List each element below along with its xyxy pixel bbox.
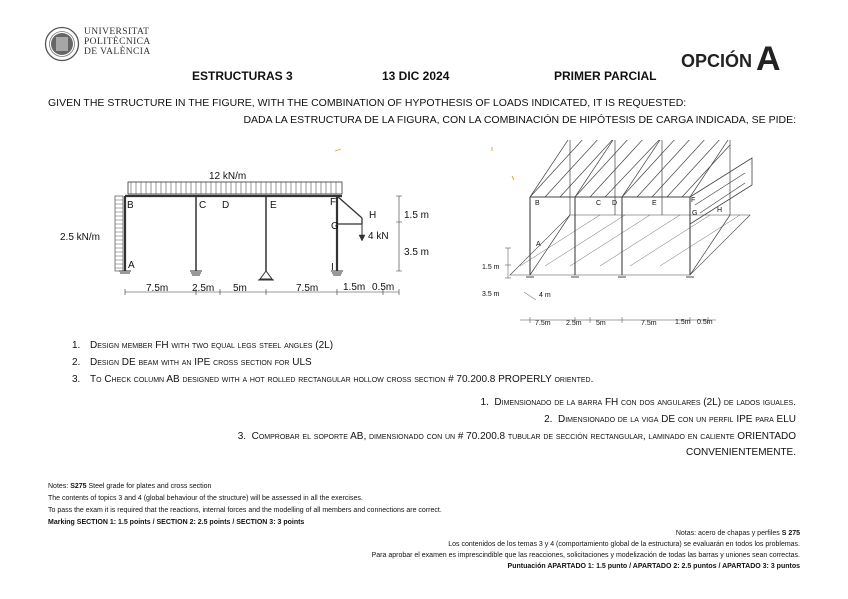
distributed-load-label: 12 kN/m	[209, 171, 247, 182]
span-label-3d: 1.5m	[675, 319, 691, 326]
university-seal-icon	[44, 26, 80, 62]
option-label: OPCIÓN A	[681, 40, 781, 78]
wind-load-band	[115, 196, 123, 271]
span-label: 0.5m	[372, 282, 395, 293]
node-g: G	[331, 221, 339, 232]
span-label-3d: 7.5m	[535, 320, 551, 327]
height-label-3d: 3.5 m	[482, 291, 500, 298]
node-c: C	[199, 200, 207, 211]
span-label: 7.5m	[296, 283, 319, 294]
node-d: D	[222, 200, 230, 211]
span-label-3d: 2.5m	[566, 320, 582, 327]
frame-3d-labels	[482, 197, 722, 327]
node-a: A	[128, 260, 135, 271]
point-load-label: 4 kN	[368, 231, 389, 242]
requirement-en-2: 2. Design DE beam with an IPE cross section for ULS	[72, 357, 312, 368]
subject-title: ESTRUCTURAS 3	[192, 69, 293, 83]
node-h: H	[369, 210, 377, 221]
intro-en: GIVEN THE STRUCTURE IN THE FIGURE, WITH THE COMBINATION OF HYPOTHESIS OF LOADS INDICATED, IT IS REQUESTED:	[48, 97, 687, 109]
span-label: 1.5m	[343, 282, 366, 293]
notes-es-line1: Notas: acero de chapas y perfiles S 275	[675, 530, 800, 537]
span-label: 7.5m	[146, 283, 169, 294]
span-label: 2.5m	[192, 283, 215, 294]
node-b: B	[127, 200, 134, 211]
marking-en: Marking SECTION 1: 1.5 points / SECTION 2: 2.5 points / SECTION 3: 3 points	[48, 519, 305, 526]
node-f-3d: F	[691, 197, 696, 204]
exam-date: 13 DIC 2024	[382, 69, 450, 83]
member-fh	[337, 196, 362, 218]
height-label-2: 3.5 m	[404, 247, 430, 258]
intro-es: DADA LA ESTRUCTURA DE LA FIGURA, CON LA COMBINACIÓN DE HIPÓTESIS DE CARGA INDICADA, SE PIDE:	[243, 114, 796, 126]
wind-load-label: 2.5 kN/m	[60, 232, 101, 243]
notes-en-line2: The contents of topics 3 and 4 (global behaviour of the structure) will be assessed in all the exercises.	[48, 495, 363, 502]
node-e: E	[270, 200, 277, 211]
node-f: F	[330, 197, 337, 208]
node-c-3d: C	[596, 200, 602, 207]
span-label-3d: 5m	[596, 320, 606, 327]
depth-label-3d: 4 m	[539, 292, 551, 299]
requirement-en-1: 1. Design member FH with two equal legs steel angles (2L)	[72, 340, 334, 351]
span-label: 5m	[233, 283, 247, 294]
university-name: UNIVERSITAT POLITÈCNICA DE VALÈNCIA	[84, 27, 151, 57]
distributed-load-band	[128, 182, 342, 194]
node-a-3d: A	[536, 241, 541, 248]
node-b-3d: B	[535, 200, 540, 207]
node-d-3d: D	[612, 200, 618, 207]
node-h-3d: H	[717, 207, 723, 214]
exam-title: PRIMER PARCIAL	[554, 69, 657, 83]
node-i: I	[331, 262, 334, 273]
height-label-1: 1.5 m	[404, 210, 430, 221]
requirement-es-1: 1. Dimensionado de la barra FH con dos angulares (2L) de lados iguales.	[480, 397, 796, 408]
node-e-3d: E	[652, 200, 657, 207]
notes-es-line3: Para aprobar el examen es imprescindible que las reacciones, solicitaciones y modelización de todas las barras y uniones sean correctas.	[371, 552, 800, 559]
requirement-es-3-cont: CONVENIENTEMENTE.	[685, 447, 796, 458]
requirement-es-3: 3. Comprobar el soporte AB, dimensionado con un # 70.200.8 tubular de sección rectangular, laminado en caliente ORIENTADO	[237, 431, 796, 442]
requirement-en-3: 3. To Check column AB designed with a hot rolled rectangular hollow cross section # 70.200.8 PROPERLY oriented.	[72, 374, 594, 385]
option-letter: A	[756, 40, 781, 78]
requirement-es-2: 2. Dimensionado de la viga DE con un perfil IPE para ELU	[544, 414, 796, 425]
node-g-3d: G	[692, 210, 698, 217]
notes-en-line3: To pass the exam it is required that the reactions, internal forces and the modelling of all members and connections are correct.	[48, 507, 442, 514]
notes-en-line1: Notes: S275 Steel grade for plates and cross section	[48, 483, 212, 490]
structure-figures	[0, 140, 848, 330]
notes-es-line2: Los contenidos de los temas 3 y 4 (comportamiento global de la estructura) se evaluarán en todos los problemas.	[448, 541, 800, 548]
height-label-3d: 1.5 m	[482, 264, 500, 271]
frame-2d-labels	[60, 171, 429, 294]
span-label-3d: 0.5m	[697, 319, 713, 326]
marking-es: Puntuación APARTADO 1: 1.5 punto / APARTADO 2: 2.5 puntos / APARTADO 3: 3 puntos	[507, 563, 800, 570]
span-label-3d: 7.5m	[641, 320, 657, 327]
frame-2d	[115, 147, 514, 295]
